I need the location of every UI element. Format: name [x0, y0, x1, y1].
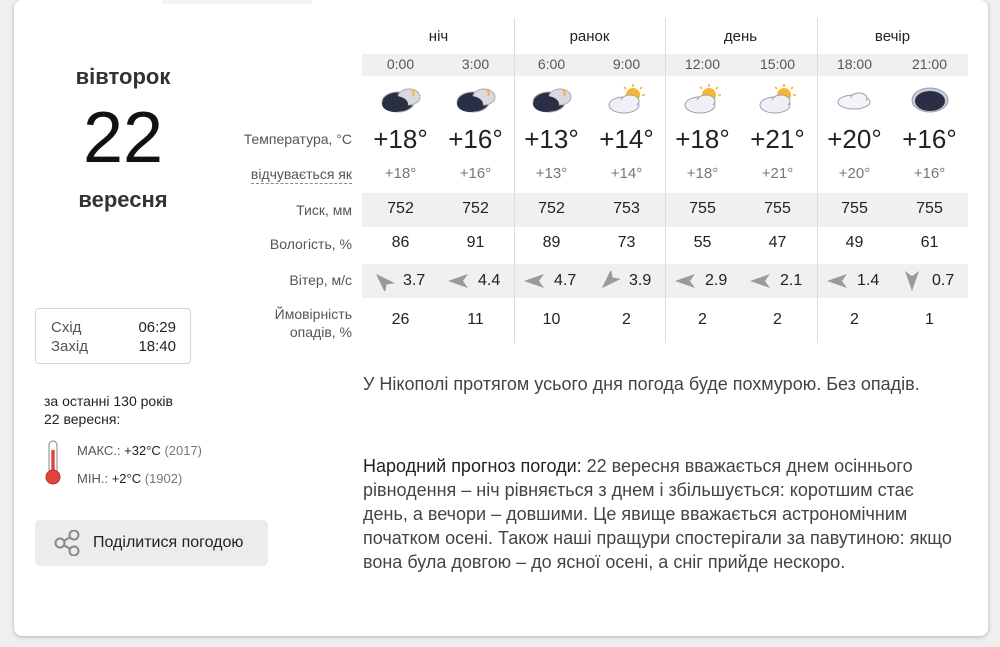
hour-time: 12:00: [684, 56, 721, 72]
wind-arrow-icon: [522, 271, 546, 291]
wind-speed: 3.7: [403, 272, 426, 289]
wind-speed: 2.1: [780, 272, 803, 289]
hour-humidity: 61: [920, 234, 939, 251]
wind-arrow-icon: [748, 271, 772, 291]
folk-forecast-text: 22 вересня вважається днем осіннього рівнодення – ніч рівняється з днем і збільшується: коротшим стає день, а вечори – довшими. Це явище вважається астрономічним початком осені. Також наші пращури спостерігали за павутиною: якщо вона була довгою – до ясної осені, а сніг прийде нескоро.: [363, 456, 952, 572]
history-max-label: МАКС.:: [77, 443, 121, 458]
tab-strip: [162, 0, 312, 4]
history-max-year: (2017): [164, 443, 203, 458]
feels-like-text: відчувається як: [250, 166, 352, 182]
share-icon: [53, 530, 81, 556]
precip-label: [200, 305, 352, 341]
wind-speed: 0.7: [932, 272, 955, 289]
hour-feels-like: +14°: [610, 165, 643, 182]
hour-time: 21:00: [911, 56, 948, 72]
hour-time: 9:00: [612, 56, 641, 72]
overcast-icon: [892, 84, 967, 118]
sunrise-time: 06:29: [138, 319, 176, 336]
share-label: Поділитися погодою: [93, 534, 244, 551]
period-night: ніч: [428, 28, 449, 45]
hour-feels-like: +18°: [384, 165, 417, 182]
hour-pressure: 752: [462, 200, 489, 217]
hour-pressure: 755: [764, 200, 791, 217]
hour-humidity: 89: [542, 234, 561, 251]
wind-speed: 3.9: [629, 272, 652, 289]
hour-feels-like: +21°: [761, 165, 794, 182]
hour-time: 0:00: [386, 56, 415, 72]
weekday: вівторок: [75, 64, 171, 89]
wind-arrow-icon: [825, 271, 849, 291]
hour-wind: [589, 268, 664, 294]
partly-cloudy-icon: [740, 84, 815, 118]
hour-wind: [892, 268, 967, 294]
partly-cloudy-icon: [589, 84, 664, 118]
history-max: [77, 443, 202, 458]
history-title-line1: за останні 130 років: [44, 393, 173, 409]
wind-arrow-icon: [900, 271, 924, 291]
period-evening: вечір: [874, 28, 911, 45]
hour-temperature: +16°: [902, 124, 957, 154]
wind-arrow-icon: [371, 271, 395, 291]
hour-feels-like: +16°: [459, 165, 492, 182]
hour-precip-probability: 2: [850, 311, 859, 328]
hour-temperature: +18°: [373, 124, 428, 154]
cloudy-night-icon: [514, 84, 589, 118]
sunrise-label: Схід: [51, 319, 82, 336]
hour-temperature: +21°: [750, 124, 805, 154]
hour-temperature: +20°: [827, 124, 882, 154]
folk-forecast: [363, 454, 963, 574]
pressure-label: Тиск, мм: [296, 202, 352, 218]
hour-wind: [817, 268, 892, 294]
share-button[interactable]: [35, 520, 268, 566]
hour-pressure: 753: [613, 200, 640, 217]
history-title: [44, 392, 244, 428]
wind-arrow-icon: [597, 271, 621, 291]
day-number: 22: [82, 98, 164, 178]
hour-feels-like: +18°: [686, 165, 719, 182]
history-max-value: +32°C: [124, 443, 161, 458]
hour-pressure: 755: [689, 200, 716, 217]
hour-wind: [665, 268, 740, 294]
wind-label: Вітер, м/с: [289, 272, 352, 288]
precip-label-line2: опадів, %: [289, 324, 352, 340]
hour-feels-like: +13°: [535, 165, 568, 182]
history-min-label: МІН.:: [77, 471, 109, 486]
folk-forecast-label: Народний прогноз погоди:: [363, 456, 582, 476]
partly-cloudy-icon: [665, 84, 740, 118]
hour-temperature: +13°: [524, 124, 579, 154]
month: вересня: [78, 187, 168, 212]
hour-temperature: +18°: [675, 124, 730, 154]
hour-wind: [740, 268, 815, 294]
cloudy-night-icon: [438, 84, 513, 118]
hour-precip-probability: 10: [542, 311, 561, 328]
sunrise-sunset-box: [35, 308, 191, 364]
hour-feels-like: +20°: [838, 165, 871, 182]
wind-speed: 2.9: [705, 272, 728, 289]
period-morning: ранок: [569, 28, 610, 45]
hour-wind: [363, 268, 438, 294]
hour-feels-like: +16°: [913, 165, 946, 182]
sunset-time: 18:40: [138, 338, 176, 355]
hour-precip-probability: 2: [698, 311, 707, 328]
period-day: день: [723, 28, 758, 45]
sunrise-row: [51, 319, 176, 337]
hour-humidity: 47: [768, 234, 787, 251]
hour-time: 15:00: [759, 56, 796, 72]
history-title-line2: 22 вересня:: [44, 411, 121, 427]
hour-time: 3:00: [461, 56, 490, 72]
hour-humidity: 73: [617, 234, 636, 251]
hour-precip-probability: 26: [391, 311, 410, 328]
hour-pressure: 755: [916, 200, 943, 217]
hour-pressure: 752: [387, 200, 414, 217]
wind-arrow-icon: [673, 271, 697, 291]
day-description: У Нікополі протягом усього дня погода буде похмурою. Без опадів.: [363, 374, 920, 394]
hour-time: 6:00: [537, 56, 566, 72]
history-min: [77, 471, 182, 486]
sunset-row: [51, 338, 176, 356]
wind-speed: 4.7: [554, 272, 577, 289]
hour-precip-probability: 2: [622, 311, 631, 328]
hour-temperature: +16°: [448, 124, 503, 154]
thermometer-icon: [44, 440, 62, 486]
cloudy-night-icon: [363, 84, 438, 118]
hour-humidity: 91: [466, 234, 485, 251]
hour-pressure: 755: [841, 200, 868, 217]
hour-humidity: 55: [693, 234, 712, 251]
history-min-year: (1902): [144, 471, 183, 486]
hour-precip-probability: 2: [773, 311, 782, 328]
history-min-value: +2°C: [111, 471, 142, 486]
hour-wind: [438, 268, 513, 294]
hour-temperature: +14°: [599, 124, 654, 154]
hour-humidity: 86: [391, 234, 410, 251]
hour-humidity: 49: [845, 234, 864, 251]
hour-wind: [514, 268, 589, 294]
hour-time: 18:00: [836, 56, 873, 72]
temperature-label: Температура, °C: [243, 131, 352, 147]
wind-speed: 1.4: [857, 272, 880, 289]
hour-pressure: 752: [538, 200, 565, 217]
humidity-label: Вологість, %: [269, 236, 352, 252]
hour-precip-probability: 11: [467, 311, 484, 328]
hour-precip-probability: 1: [925, 311, 934, 328]
light-cloud-icon: [817, 84, 892, 118]
precip-label-line1: Ймовірність: [274, 306, 352, 322]
feels-like-label[interactable]: [200, 166, 352, 182]
wind-arrow-icon: [446, 271, 470, 291]
wind-speed: 4.4: [478, 272, 501, 289]
sunset-label: Захід: [51, 338, 88, 355]
